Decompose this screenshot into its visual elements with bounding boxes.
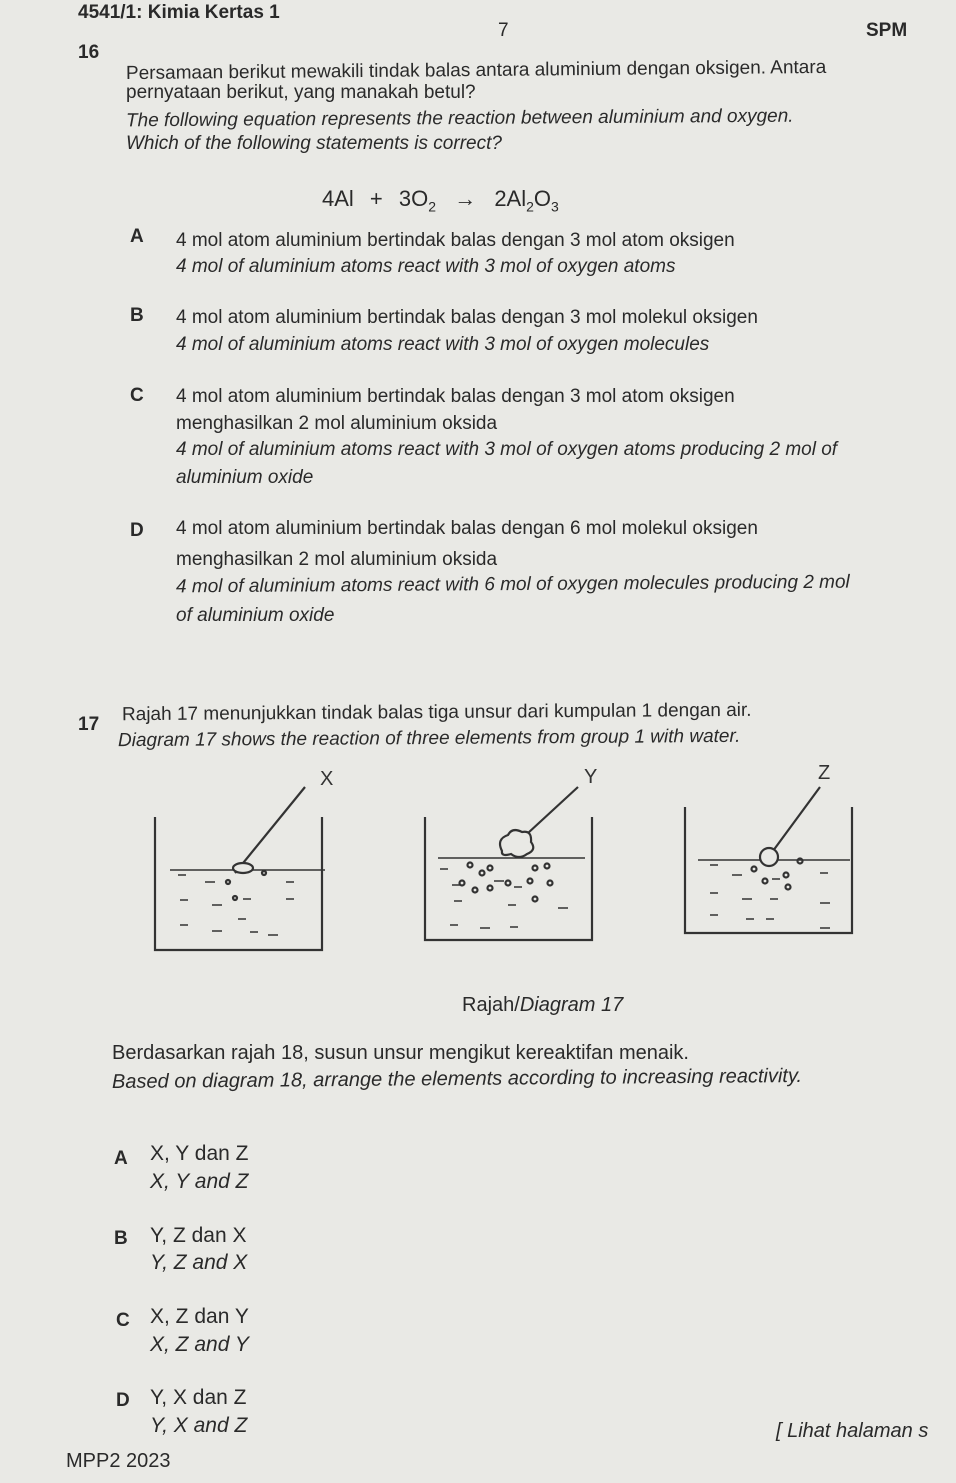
q17-option-a-letter[interactable]: A xyxy=(114,1148,128,1169)
q16-option-b-en[interactable]: 4 mol of aluminium atoms react with 3 mol of oxygen molecules xyxy=(176,334,710,355)
q16-option-a-en[interactable]: 4 mol of aluminium atoms react with 3 mol of oxygen atoms xyxy=(176,256,676,277)
label-x: X xyxy=(320,768,334,790)
page-number: 7 xyxy=(498,20,509,41)
beaker-z xyxy=(685,787,852,933)
q16-option-d-ms-1[interactable]: 4 mol atom aluminium bertindak balas dengan 6 mol molekul oksigen xyxy=(176,518,758,539)
label-z: Z xyxy=(818,765,831,784)
q16-option-c-en-1[interactable]: 4 mol of aluminium atoms react with 3 mol of oxygen atoms producing 2 mol of xyxy=(176,439,838,460)
q17-instruction-en: Based on diagram 18, arrange the elements according to increasing reactivity. xyxy=(111,1064,803,1094)
q16-option-d-ms-2[interactable]: menghasilkan 2 mol aluminium oksida xyxy=(176,549,498,570)
exam-label: SPM xyxy=(866,20,908,41)
q16-stem-en-2: Which of the following statements is correct? xyxy=(126,133,502,154)
q17-option-a-ms[interactable]: X, Y dan Z xyxy=(150,1142,249,1165)
q17-option-b-letter[interactable]: B xyxy=(114,1228,128,1249)
q16-option-c-letter[interactable]: C xyxy=(130,385,144,406)
q16-option-a-ms[interactable]: 4 mol atom aluminium bertindak balas dengan 3 mol atom oksigen xyxy=(176,230,735,251)
q17-option-c-letter[interactable]: C xyxy=(116,1310,130,1331)
q17-stem-ms: Rajah 17 menunjukkan tindak balas tiga unsur dari kumpulan 1 dengan air. xyxy=(121,699,752,726)
chemical-equation xyxy=(322,186,559,214)
q17-option-c-ms[interactable]: X, Z dan Y xyxy=(150,1305,249,1328)
q16-option-b-letter[interactable]: B xyxy=(130,305,144,326)
paper-code: 4541/1: Kimia Kertas 1 xyxy=(78,2,280,23)
q16-option-c-ms-1[interactable]: 4 mol atom aluminium bertindak balas dengan 3 mol atom oksigen xyxy=(176,386,735,407)
q16-option-a-letter[interactable]: A xyxy=(130,226,144,247)
caption-ms: Rajah/ xyxy=(462,994,520,1016)
q17-option-d-ms[interactable]: Y, X dan Z xyxy=(150,1386,247,1409)
q17-stem-en: Diagram 17 shows the reaction of three elements from group 1 with water. xyxy=(117,725,741,752)
q16-option-d-en-1[interactable]: 4 mol of aluminium atoms react with 6 mol of oxygen molecules producing 2 mol xyxy=(175,571,850,598)
eq-arrow: → xyxy=(454,186,477,211)
q17-option-c-en[interactable]: X, Z and Y xyxy=(150,1333,249,1356)
beaker-x xyxy=(155,787,325,950)
q16-option-c-en-2[interactable]: aluminium oxide xyxy=(176,467,314,488)
q17-instruction-ms: Berdasarkan rajah 18, susun unsur mengikut kereaktifan menaik. xyxy=(112,1042,689,1064)
diagram-17 xyxy=(140,765,860,965)
eq-reactant-al: 4Al xyxy=(322,186,354,211)
q17-option-a-en[interactable]: X, Y and Z xyxy=(150,1170,249,1193)
eq-o-subscript: 2 xyxy=(428,198,437,215)
q17-option-b-en[interactable]: Y, Z and X xyxy=(150,1251,248,1274)
q16-option-c-ms-2[interactable]: menghasilkan 2 mol aluminium oksida xyxy=(176,413,498,434)
q17-option-b-ms[interactable]: Y, Z dan X xyxy=(150,1224,247,1247)
label-y: Y xyxy=(584,766,598,788)
q16-number: 16 xyxy=(78,42,100,63)
footer-next-page: [ Lihat halaman s xyxy=(776,1420,929,1442)
diagram-17-svg xyxy=(140,765,860,965)
eq-plus: + xyxy=(369,186,383,211)
q16-option-d-letter[interactable]: D xyxy=(130,520,144,541)
beaker-y xyxy=(425,787,592,940)
q16-stem-en-1: The following equation represents the reaction between aluminium and oxygen. xyxy=(125,105,794,132)
q16-stem-ms-2: pernyataan berikut, yang manakah betul? xyxy=(126,82,476,103)
q17-number: 17 xyxy=(78,714,100,735)
eq-product-al: 2Al xyxy=(494,186,527,211)
eq-product-o: O xyxy=(533,186,552,211)
diagram-caption xyxy=(462,994,623,1017)
q16-option-b-ms[interactable]: 4 mol atom aluminium bertindak balas dengan 3 mol molekul oksigen xyxy=(176,307,758,328)
q16-option-d-en-2[interactable]: of aluminium oxide xyxy=(176,605,335,626)
q17-option-d-letter[interactable]: D xyxy=(116,1390,130,1411)
footer-code: MPP2 2023 xyxy=(66,1450,171,1472)
q16-stem-ms-1: Persamaan berikut mewakili tindak balas antara aluminium dengan oksigen. Antara xyxy=(125,56,827,85)
eq-reactant-o: 3O xyxy=(398,186,429,211)
eq-al-subscript: 2 xyxy=(526,198,534,215)
caption-en: Diagram 17 xyxy=(519,994,624,1016)
q17-option-d-en[interactable]: Y, X and Z xyxy=(150,1414,248,1437)
eq-o3-subscript: 3 xyxy=(551,198,559,215)
